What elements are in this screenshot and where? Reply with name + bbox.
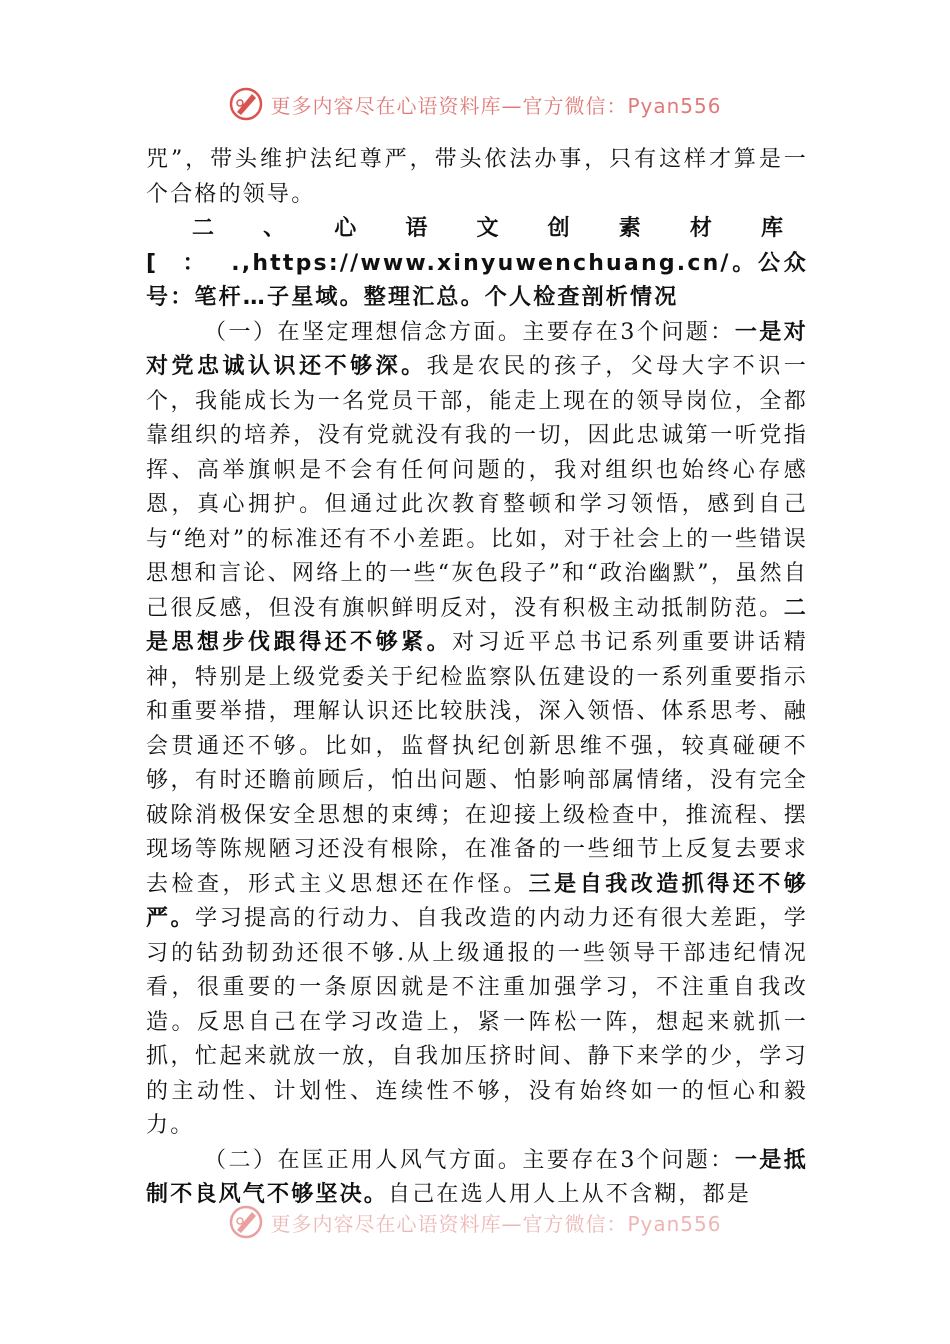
- section-1-paragraph: [146, 316, 808, 1144]
- heading-rest-text: .,https://www.xinyuwenchuang.cn/。公众号：笔杆…子星域。整理汇总。个人检查剖析情况: [146, 250, 808, 310]
- heading-spread-text: 二、心语文创素材库[：: [146, 216, 808, 276]
- section-2-intro: （二）在匡正用人风气方面。主要存在3个问题：: [204, 1147, 735, 1173]
- watermark-banner-bottom: [0, 1202, 950, 1242]
- section-1-point-3-text: 学习提高的行动力、自我改造的内动力还有很大差距，学习的钻劲韧劲还很不够.从上级通报的一些领导干部违纪情况看，很重要的一条原因就是不注重加强学习，不注重自我改造。反思自己在学习改造上，紧一阵松一阵，想起来就抓一抓，忙起来就放一放，自我加压挤时间、静下来学的少，学习的主动性、计划性、连续性不够，没有始终如一的恒心和毅力。: [146, 906, 808, 1138]
- watermark-text-top: 更多内容尽在心语资料库—官方微信：Pyan556: [270, 93, 722, 118]
- watermark-text-bottom: 更多内容尽在心语资料库—官方微信：Pyan556: [270, 1211, 722, 1236]
- section-1-intro: （一）在坚定理想信念方面。主要存在3个问题：: [204, 319, 735, 345]
- section-1-point-2-text: 对习近平总书记系列重要讲话精神，特别是上级党委关于纪检监察队伍建设的一系列重要指示和重要举措，理解认识还比较肤浅，深入领悟、体系思考、融会贯通还不够。比如，监督执纪创新思维不强，较真碰硬不够，有时还瞻前顾后，怕出问题、怕影响部属情绪，没有完全破除消极保安全思想的束缚；在迎接上级检查中，推流程、摆现场等陈规陋习还没有根除，在准备的一些细节上反复去要求去检查，形式主义思想还在作怪。: [146, 630, 808, 897]
- paragraph-continuation: 咒”，带头维护法纪尊严，带头依法办事，只有这样才算是一个合格的领导。: [146, 147, 808, 207]
- section-1-point-1-title: 一是对对党忠诚认识还不够深。: [146, 319, 808, 379]
- section-1-point-3-title: 三是自我改造抓得还不够严。: [146, 871, 808, 931]
- document-body: [146, 143, 808, 1213]
- section-1-point-2-title: 二是思想步伐跟得还不够紧。: [146, 595, 808, 655]
- section-1-point-1-text: 我是农民的孩子，父母大字不识一个，我能成长为一名党员干部，能走上现在的领导岗位，全都靠组织的培养，没有党就没有我的一切，因此忠诚第一听党指挥、高举旗帜是不会有任何问题的，我对组织也始终心存感恩，真心拥护。但通过此次教育整顿和学习领悟，感到自己与“绝对”的标准还有不小差距。比如，对于社会上的一些错误思想和言论、网络上的一些“灰色段子”和“政治幽默”，虽然自己很反感，但没有旗帜鲜明反对，没有积极主动抵制防范。: [146, 354, 808, 621]
- section-2-point-1-title: 一是抵制不良风气不够坚决。: [146, 1147, 808, 1207]
- pen-logo-icon: [228, 1204, 264, 1240]
- section-2-point-1-text: 自己在选人用人上从不含糊，都是: [388, 1182, 752, 1207]
- section-heading: [146, 212, 808, 316]
- pen-logo-icon: [228, 86, 264, 122]
- watermark-banner-top: [0, 84, 950, 124]
